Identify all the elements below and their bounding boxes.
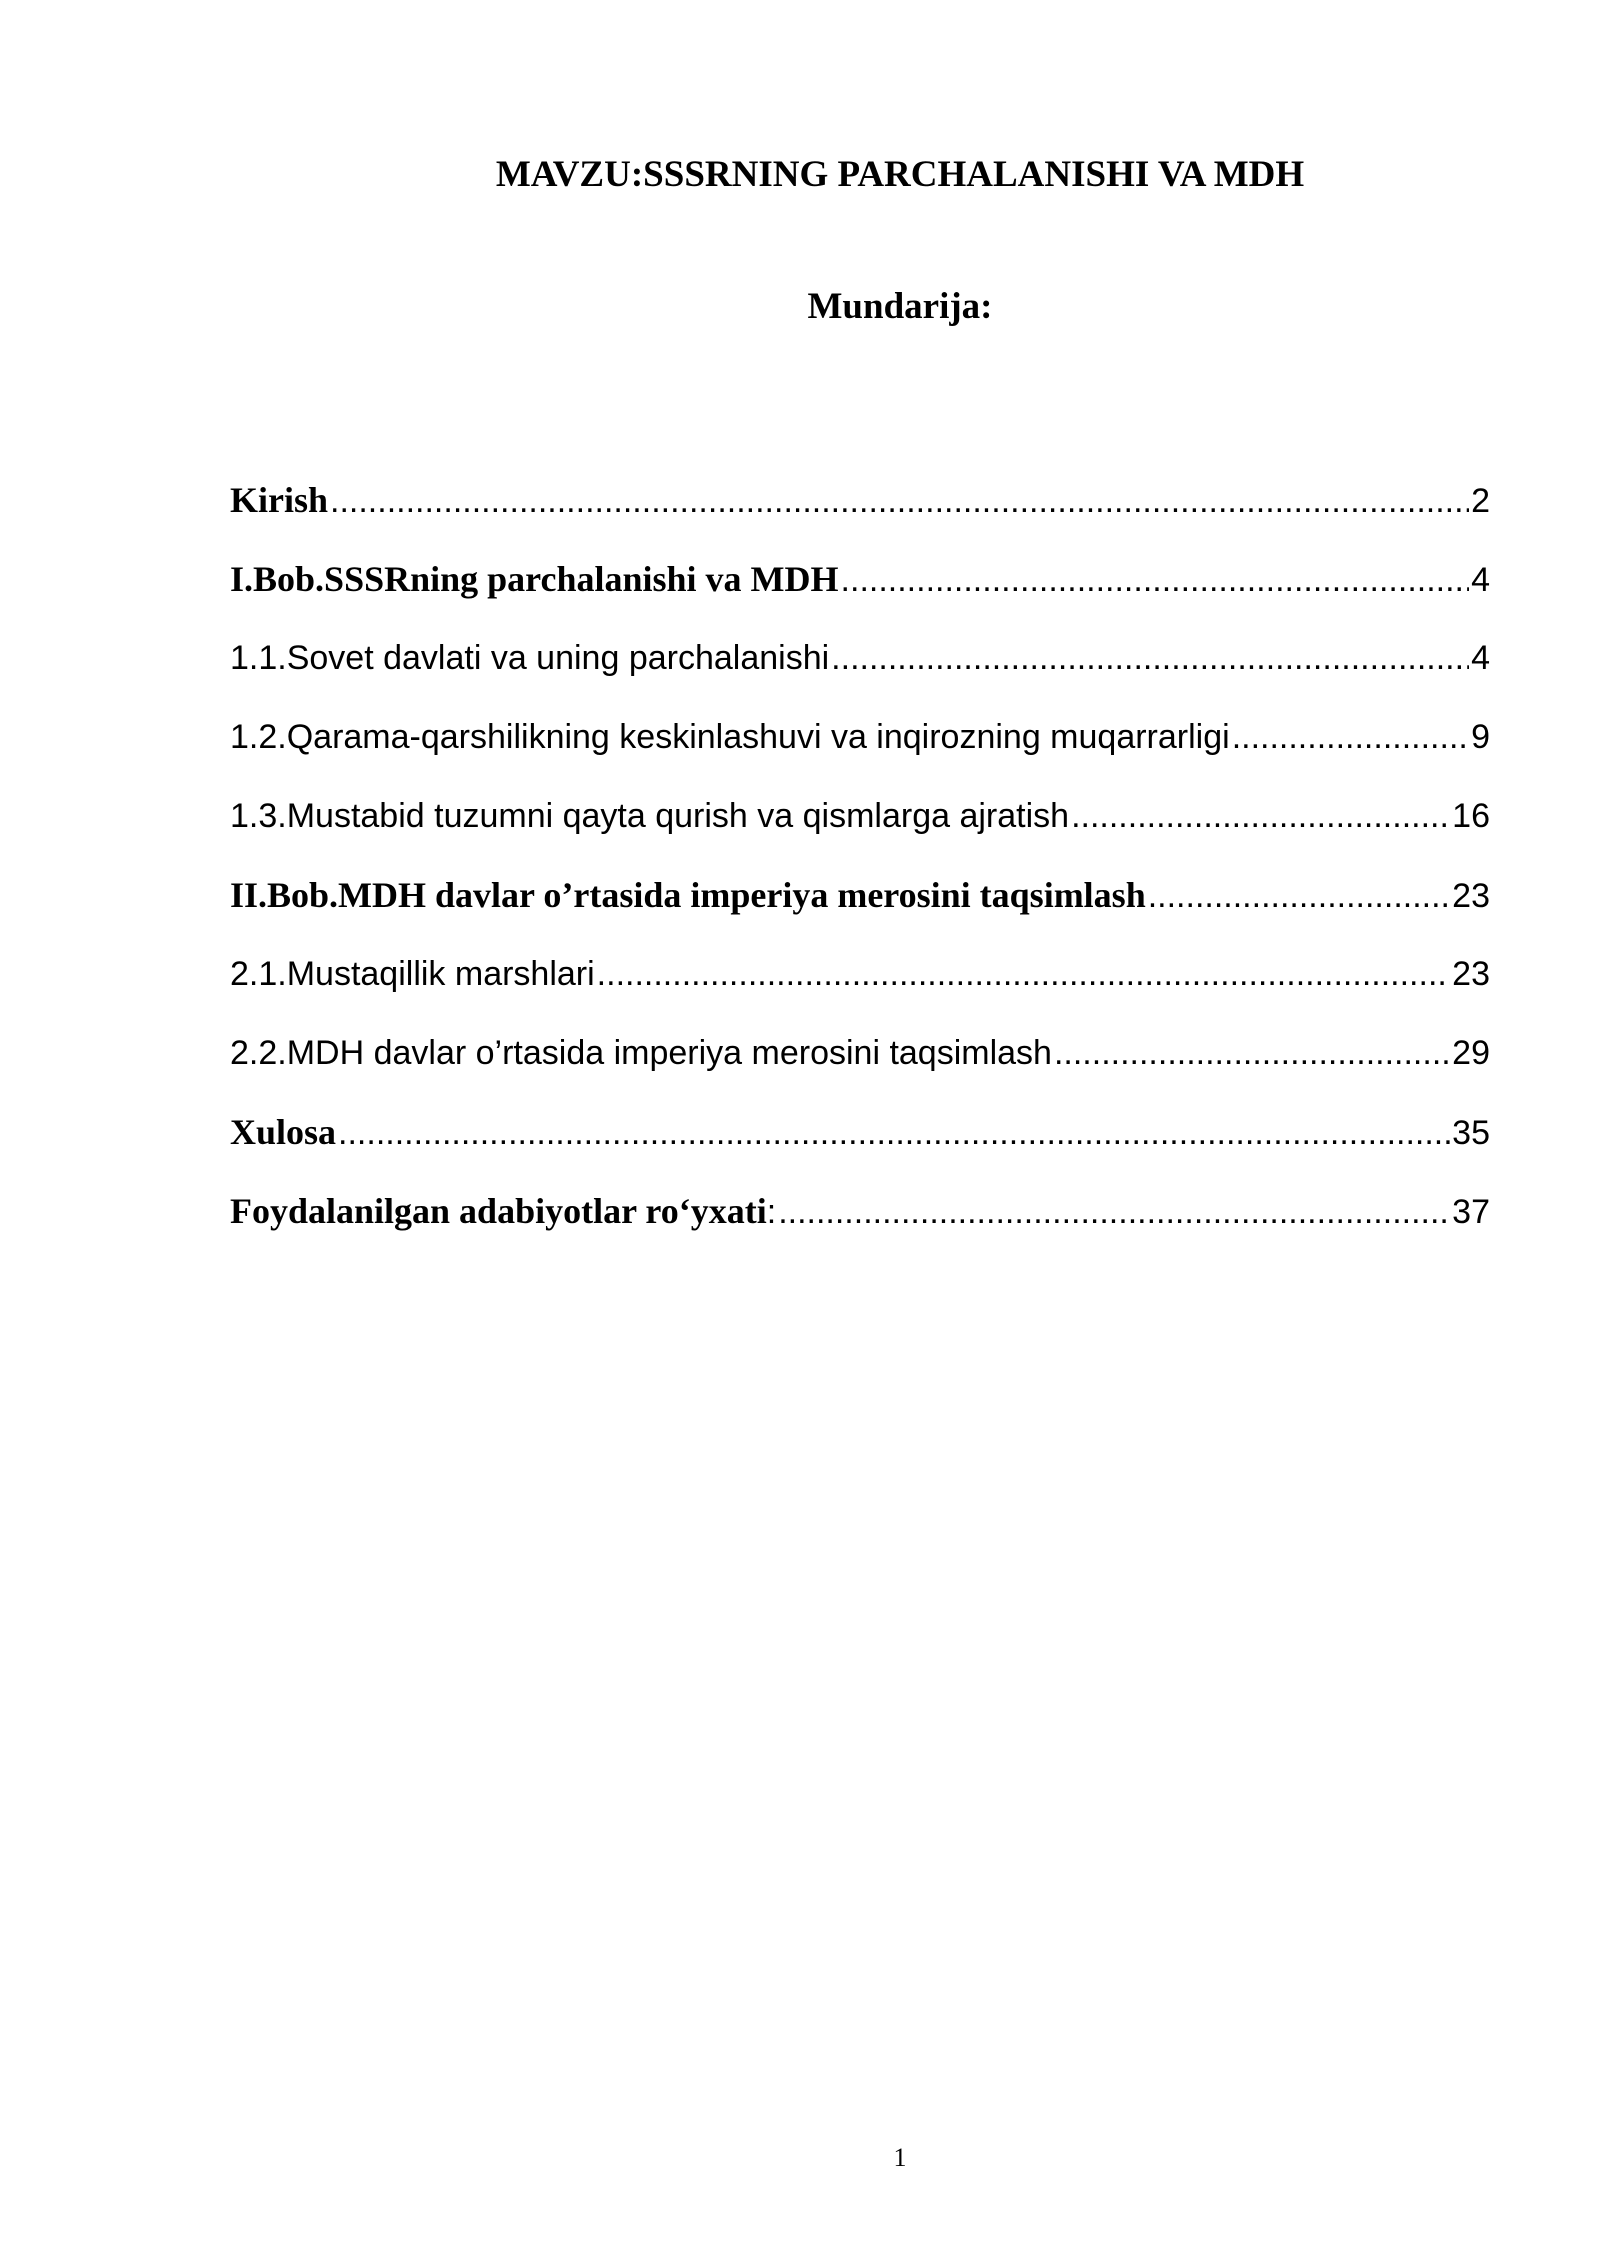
toc-entry-page: 35 [1452, 1114, 1490, 1152]
toc-entry-page: 2 [1471, 482, 1490, 520]
toc-entry-xulosa [230, 1105, 1490, 1184]
toc-entry-kirish [230, 473, 1490, 552]
toc-dot-leader [778, 1185, 1450, 1239]
toc-entry-page: 4 [1471, 561, 1490, 599]
toc-entry-title: I.Bob.SSSRning parchalanishi va MDH [230, 559, 839, 599]
toc-entry-page: 4 [1471, 639, 1490, 677]
toc-entry-page: 23 [1452, 955, 1490, 993]
toc-heading: Mundarija: [807, 286, 993, 327]
toc-entry-page: 29 [1452, 1034, 1490, 1072]
toc-entry-chapter-2 [230, 868, 1490, 947]
toc-entry-chapter-1 [230, 552, 1490, 631]
toc-entry-page: 9 [1471, 718, 1490, 756]
toc-dot-leader [1148, 869, 1450, 923]
toc-dot-leader [597, 947, 1451, 1001]
table-of-contents [230, 473, 1490, 1263]
toc-dot-leader [841, 553, 1470, 607]
toc-entry-page: 37 [1452, 1193, 1490, 1231]
toc-entry-references [230, 1184, 1490, 1263]
toc-entry-title: 1.2.Qarama-qarshilikning keskinlashuvi va inqirozning muqarrarligi [230, 718, 1230, 756]
toc-entry-section-2-2 [230, 1026, 1490, 1105]
toc-entry-section-1-3 [230, 789, 1490, 868]
toc-entry-title: 2.1.Mustaqillik marshlari [230, 955, 595, 993]
toc-entry-title: 1.3.Mustabid tuzumni qayta qurish va qismlarga ajratish [230, 797, 1070, 835]
toc-entry-title: Foydalanilgan adabiyotlar ro‘yxati [230, 1191, 767, 1231]
toc-dot-leader [831, 631, 1469, 685]
toc-entry-title: 1.1.Sovet davlati va uning parchalanishi [230, 639, 830, 677]
toc-entry-section-1-1 [230, 631, 1490, 710]
toc-entry-section-2-1 [230, 947, 1490, 1026]
page-title: MAVZU:SSSRNING PARCHALANISHI VA MDH [495, 154, 1305, 195]
toc-entry-title: Kirish [230, 480, 329, 520]
toc-dot-leader [1054, 1026, 1450, 1080]
toc-dot-leader [330, 474, 1469, 528]
toc-entry-title: 2.2.MDH davlar o’rtasida imperiya merosini taqsimlash [230, 1034, 1052, 1072]
toc-entry-page: 16 [1452, 797, 1490, 835]
toc-entry-suffix: : [766, 1193, 777, 1231]
toc-entry-page: 23 [1452, 877, 1490, 915]
toc-entry-title: Xulosa [230, 1112, 337, 1152]
toc-entry-title: II.Bob.MDH davlar o’rtasida imperiya merosini taqsimlash [230, 875, 1146, 915]
page-number: 1 [893, 2143, 907, 2172]
toc-dot-leader [1232, 710, 1469, 764]
toc-entry-section-1-2 [230, 710, 1490, 789]
toc-dot-leader [338, 1106, 1450, 1160]
toc-dot-leader [1071, 789, 1450, 843]
